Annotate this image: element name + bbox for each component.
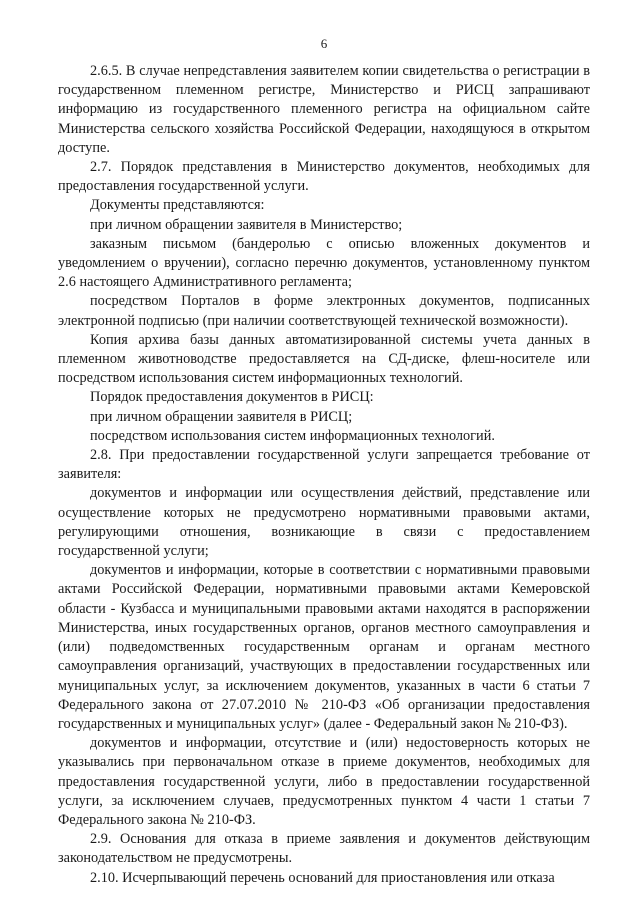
paragraph-personal-visit-risc: при личном обращении заявителя в РИСЦ; [90, 408, 353, 425]
document-page [58, 36, 590, 888]
page-number: 6 [320, 36, 328, 51]
paragraph-registered-mail: заказным письмом (бандеролью с описью вложенных документов и уведомлением о вручении), согласно перечню документов, установленному пунктом 2.6 настоящего Административного регламента; [58, 235, 590, 291]
paragraph-2-7: 2.7. Порядок представления в Министерство документов, необходимых для предоставления государственной услуги. [58, 159, 590, 195]
paragraph-2-6-5: 2.6.5. В случае непредставления заявителем копии свидетельства о регистрации в государственном племенном регистре, Министерство и РИСЦ запрашивают информацию из государственного племенного регистра на официальном сайте Министерства сельского хозяйства Российской Федерации, находящуюся в открытом доступе. [58, 63, 590, 156]
paragraph-documents-in-possession: документов и информации, которые в соответствии с нормативными правовыми актами Российской Федерации, нормативными правовыми актами Кемеровской области - Кузбасса и муниципальными правовыми актами находятся в распоряжении Министерства, иных государственных органов, органов местного самоуправления и (или) подведомственных государственным органам и органам местного самоуправления организаций, участвующих в предоставлении государственных или муниципальных услуг, за исключением документов, указанных в части 6 статьи 7 Федерального закона от 27.07.2010 № 210-ФЗ «Об организации предоставления государственных и муниципальных услуг» (далее - Федеральный закон № 210-ФЗ). [58, 562, 590, 732]
paragraph-portals: посредством Порталов в форме электронных документов, подписанных электронной подписью (при наличии соответствующей технической возможности). [58, 293, 590, 329]
paragraph-not-required-acts: документов и информации или осуществления действий, представление или осуществление которых не предусмотрено нормативными правовыми актами, регулирующими отношения, возникающие в связи с предоставлением государственной услуги; [58, 485, 590, 560]
paragraph-initial-refusal: документов и информации, отсутствие и (или) недостоверность которых не указывались при первоначальном отказе в приеме документов, необходимых для предоставления государственной услуги, либо в предоставлении государственной услуги, за исключением случаев, предусмотренных пунктом 4 части 1 статьи 7 Федерального закона № 210-ФЗ. [58, 735, 590, 828]
paragraph-database-archive: Копия архива базы данных автоматизированной системы учета данных в племенном животноводстве предоставляется на СД-диске, флеш-носителе или посредством использования систем информационных технологий. [58, 331, 590, 387]
paragraph-2-10: 2.10. Исчерпывающий перечень оснований для приостановления или отказа [90, 869, 555, 886]
paragraph-documents-submitted: Документы представляются: [90, 197, 265, 214]
paragraph-2-8: 2.8. При предоставлении государственной услуги запрещается требование от заявителя: [58, 447, 590, 483]
paragraph-info-technologies: посредством использования систем информационных технологий. [90, 427, 495, 444]
paragraph-2-9: 2.9. Основания для отказа в приеме заявления и документов действующим законодательством не предусмотрены. [58, 831, 590, 867]
paragraph-personal-visit-ministry: при личном обращении заявителя в Министерство; [90, 216, 403, 233]
paragraph-risc-order: Порядок предоставления документов в РИСЦ: [90, 389, 374, 406]
